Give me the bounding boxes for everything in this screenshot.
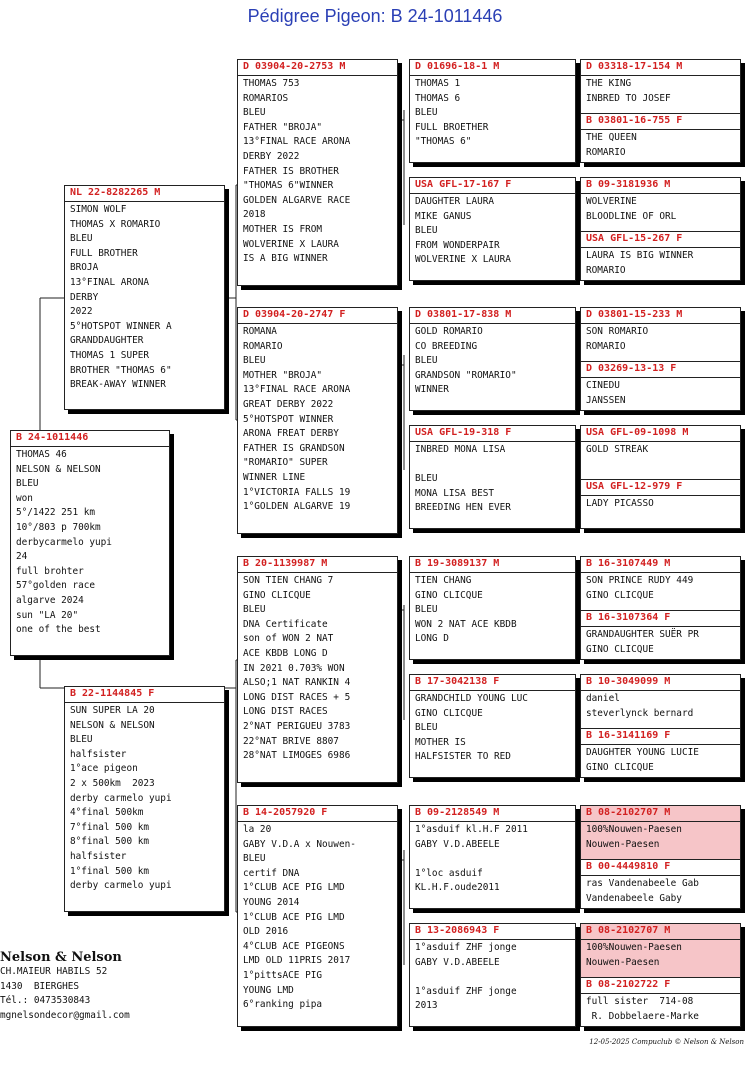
ancestor-entry [581,924,740,977]
grandparent-details: la 20 GABY V.D.A x Nouwen- BLEU certif DNA 1°CLUB ACE PIG LMD YOUNG 2014 1°CLUB ACE PIG LMD OLD 2016 4°CLUB ACE PIGEONS LMD OLD 11PRIS 2017 1°pittsACE PIG YOUNG LMD 6°ranking pipa [243,824,356,1011]
ancestor-ring: D 03318-17-154 M [581,60,740,76]
great-grandparent-card [409,805,576,909]
ancestor-entry [581,60,740,113]
great-grandparent-card [409,59,576,163]
ancestor-ring: D 03801-15-233 M [581,308,740,324]
ancestor-ring: B 16-3107449 M [581,557,740,573]
ancestor-ring: B 00-4449810 F [581,860,740,876]
ancestor-pair-card [580,59,741,163]
page-title: Pédigree Pigeon: B 24-1011446 [247,6,503,26]
ancestor-details: full sister 714-08 R. Dobbelaere-Marke [581,994,740,1027]
grandparent-ring: D 03904-20-2753 M [238,60,397,76]
breeder-phone: Tél.: 0473530843 [0,995,91,1006]
ancestor-details: CINEDU JANSSEN [586,380,626,406]
great-grandparent-details: GRANDCHILD YOUNG LUC GINO CLICQUE BLEU MOTHER IS HALFSISTER TO RED [415,693,528,763]
ancestor-details: LAURA IS BIG WINNER ROMARIO [586,250,694,276]
ancestor-ring: B 08-2102707 M [581,806,740,822]
ancestor-details: ras Vandenabeele Gab Vandenabeele Gaby [581,876,740,909]
great-grandparent-ring: B 17-3042138 F [410,675,575,691]
sire-ring: NL 22-8282265 M [65,186,224,202]
great-grandparent-ring: D 01696-18-1 M [410,60,575,76]
great-grandparent-card [409,923,576,1027]
main-ring: B 24-1011446 [11,431,169,447]
ancestor-details: daniel steverlynck bernard [586,693,694,719]
ancestor-details: THE KING INBRED TO JOSEF [586,78,671,104]
grandparent-details: SON TIEN CHANG 7 GINO CLICQUE BLEU DNA Certificate son of WON 2 NAT ACE KBDB LONG D IN 2021 0.703% WON ALSO;1 NAT RANKIN 4 LONG DIST RACES + 5 LONG DIST RACES 2°NAT PERIGUEU 3783 22°NAT BRIVE 8807 28°NAT LIMOGES 6986 [243,575,351,762]
ancestor-ring: B 09-3181936 M [581,178,740,194]
grandparent-card [237,805,398,1027]
breeder-info [0,950,130,1023]
ancestor-entry [581,610,740,660]
grandparent-ring: D 03904-20-2747 F [238,308,397,324]
ancestor-entry [581,426,740,479]
dam-card [64,686,225,912]
ancestor-ring: D 03269-13-13 F [581,362,740,378]
grandparent-details: THOMAS 753 ROMARIOS BLEU FATHER "BROJA" 13°FINAL RACE ARONA DERBY 2022 FATHER IS BROTHER "THOMAS 6"WINNER GOLDEN ALGARVE RACE 2018 MOTHER IS FROM WOLVERINE X LAURA IS A BIG WINNER [243,78,351,265]
great-grandparent-card [409,556,576,660]
ancestor-details: THE QUEEN ROMARIO [586,132,637,158]
ancestor-ring: B 03801-16-755 F [581,114,740,130]
ancestor-ring: B 08-2102722 F [581,978,740,994]
main-pigeon-card [10,430,170,656]
ancestor-details: 100%Nouwen-Paesen Nouwen-Paesen [581,822,740,859]
ancestor-details: WOLVERINE BLOODLINE OF ORL [586,196,677,222]
ancestor-pair-card [580,425,741,529]
ancestor-entry [581,675,740,728]
dam-ring: B 22-1144845 F [65,687,224,703]
ancestor-pair-card [580,177,741,281]
grandparent-ring: B 20-1139987 M [238,557,397,573]
ancestor-details: LADY PICASSO [586,498,654,509]
footer-credit: 12-05-2025 Compuclub © Nelson & Nelson [589,1038,744,1046]
ancestor-pair-card [580,674,741,778]
great-grandparent-ring: B 13-2086943 F [410,924,575,940]
ancestor-ring: USA GFL-12-979 F [581,480,740,496]
great-grandparent-ring: USA GFL-17-167 F [410,178,575,194]
great-grandparent-details: GOLD ROMARIO CO BREEDING BLEU GRANDSON "ROMARIO" WINNER [415,326,517,396]
breeder-city: 1430 BIERGHES [0,980,80,992]
main-details: THOMAS 46 NELSON & NELSON BLEU won 5°/1422 251 km 10°/803 p 700km derbycarmelo yupi 24 full brohter 57°golden race algarve 2024 sun "LA 20" one of the best [16,449,112,636]
great-grandparent-details: DAUGHTER LAURA MIKE GANUS BLEU FROM WONDERPAIR WOLVERINE X LAURA [415,196,511,266]
ancestor-details: 100%Nouwen-Paesen Nouwen-Paesen [581,940,740,977]
ancestor-entry [581,308,740,361]
ancestor-entry [581,231,740,281]
breeder-address: CH.MAIEUR HABILS 52 [0,966,108,977]
great-grandparent-details: INBRED MONA LISA BLEU MONA LISA BEST BREEDING HEN EVER [415,444,511,514]
ancestor-entry [581,178,740,231]
ancestor-entry [581,977,740,1027]
ancestor-pair-card [580,805,741,909]
ancestor-details: GOLD STREAK [586,444,649,455]
ancestor-entry [581,113,740,163]
grandparent-card [237,59,398,286]
great-grandparent-card [409,425,576,529]
great-grandparent-ring: D 03801-17-838 M [410,308,575,324]
ancestor-details: GRANDAUGHTER SUËR PR GINO CLICQUE [586,629,699,655]
grandparent-card [237,556,398,783]
great-grandparent-details: THOMAS 1 THOMAS 6 BLEU FULL BROETHER "THOMAS 6" [415,78,489,148]
grandparent-ring: B 14-2057920 F [238,806,397,822]
ancestor-ring: USA GFL-09-1098 M [581,426,740,442]
ancestor-ring: B 08-2102707 M [581,924,740,940]
breeder-name: Nelson & Nelson [0,950,122,965]
dam-details: SUN SUPER LA 20 NELSON & NELSON BLEU halfsister 1°ace pigeon 2 x 500km 2023 derby carmelo yupi 4°final 500km 7°final 500 km 8°final 500 km halfsister 1°final 500 km derby carmelo yupi [70,705,172,892]
great-grandparent-details: 1°asduif kl.H.F 2011 GABY V.D.ABEELE 1°loc asduif KL.H.F.oude2011 [415,824,528,894]
ancestor-details: SON ROMARIO ROMARIO [586,326,649,352]
ancestor-pair-card [580,307,741,411]
ancestor-entry [581,479,740,529]
great-grandparent-card [409,177,576,281]
ancestor-ring: USA GFL-15-267 F [581,232,740,248]
ancestor-pair-card [580,923,741,1027]
ancestor-ring: B 16-3107364 F [581,611,740,627]
great-grandparent-card [409,674,576,778]
breeder-email: mgnelsondecor@gmail.com [0,1009,130,1021]
great-grandparent-details: 1°asduif ZHF jonge GABY V.D.ABEELE 1°asduif ZHF jonge 2013 [415,942,517,1012]
ancestor-details: SON PRINCE RUDY 449 GINO CLICQUE [586,575,694,601]
great-grandparent-ring: USA GFL-19-318 F [410,426,575,442]
ancestor-pair-card [580,556,741,660]
sire-details: SIMON WOLF THOMAS X ROMARIO BLEU FULL BROTHER BROJA 13°FINAL ARONA DERBY 2022 5°HOTSPOT WINNER A GRANDDAUGHTER THOMAS 1 SUPER BROTHER "THOMAS 6" BREAK-AWAY WINNER [70,204,172,391]
sire-card [64,185,225,410]
great-grandparent-details: TIEN CHANG GINO CLICQUE BLEU WON 2 NAT ACE KBDB LONG D [415,575,517,645]
ancestor-details: DAUGHTER YOUNG LUCIE GINO CLICQUE [586,747,699,773]
ancestor-entry [581,806,740,859]
ancestor-entry [581,859,740,909]
ancestor-entry [581,557,740,610]
ancestor-entry [581,728,740,778]
ancestor-ring: B 10-3049099 M [581,675,740,691]
great-grandparent-card [409,307,576,411]
great-grandparent-ring: B 19-3089137 M [410,557,575,573]
ancestor-entry [581,361,740,411]
ancestor-ring: B 16-3141169 F [581,729,740,745]
grandparent-details: ROMANA ROMARIO BLEU MOTHER "BROJA" 13°FINAL RACE ARONA GREAT DERBY 2022 5°HOTSPOT WINNER ARONA FREAT DERBY FATHER IS GRANDSON "ROMARIO" SUPER WINNER LINE 1°VICTORIA FALLS 19 1°GOLDEN ALGARVE 19 [243,326,351,513]
grandparent-card [237,307,398,534]
great-grandparent-ring: B 09-2128549 M [410,806,575,822]
